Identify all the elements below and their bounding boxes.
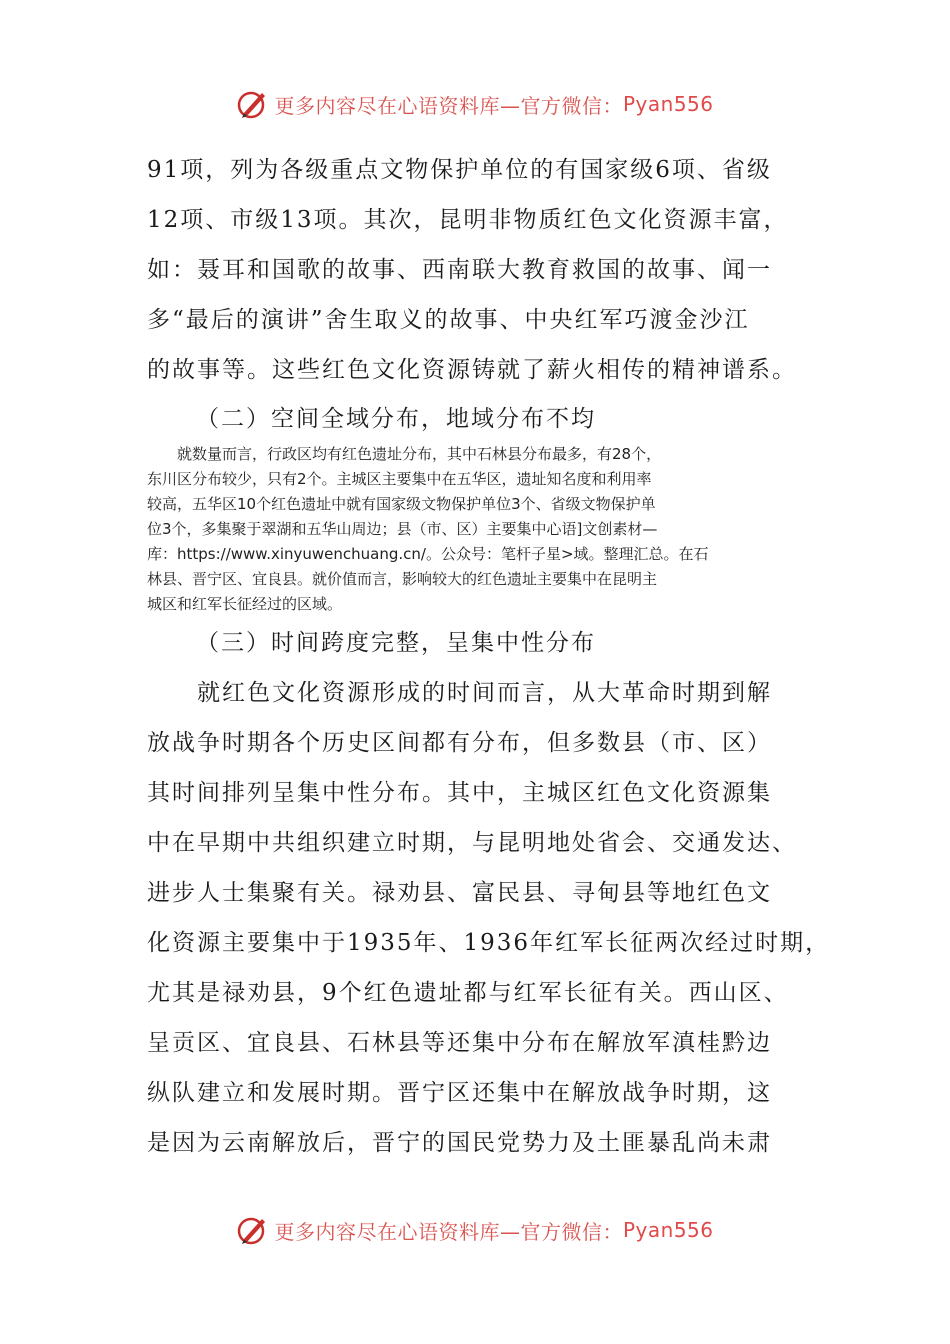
banner-text: 更多内容尽在心语资料库—官方微信：: [274, 93, 623, 118]
body-line: 化资源主要集中于1935年、1936年红军长征两次经过时期，: [147, 930, 831, 956]
small-text-line: 位3个，多集聚于翠湖和五华山周边；县（市、区）主要集中心语]文创素材—: [147, 520, 658, 538]
body-line: 如：聂耳和国歌的故事、西南联大教育救国的故事、闻一: [147, 257, 772, 283]
body-line: 呈贡区、宜良县、石林县等还集中分布在解放军滇桂黔边: [147, 1030, 772, 1056]
body-line: 放战争时期各个历史区间都有分布，但多数县（市、区）: [147, 730, 772, 756]
small-text-line: 东川区分布较少，只有2个。主城区主要集中在五华区，遗址知名度和利用率: [147, 470, 652, 488]
small-text-line: 城区和红军长征经过的区域。: [147, 595, 343, 613]
small-text-line: 库：https://www.xinyuwenchuang.cn/。公众号：笔杆子星>域。整理汇总。在石: [147, 545, 709, 563]
body-line: 是因为云南解放后，晋宁的国民党势力及土匪暴乱尚未肃: [147, 1130, 772, 1156]
pen-logo-icon: [236, 1213, 270, 1247]
body-line: 就红色文化资源形成的时间而言，从大革命时期到解: [147, 680, 772, 706]
body-line: 尤其是禄劝县，9个红色遗址都与红军长征有关。西山区、: [147, 980, 789, 1006]
banner-text: 更多内容尽在心语资料库—官方微信：: [274, 1219, 623, 1244]
footer-banner: [0, 1210, 950, 1250]
body-line: 多“最后的演讲”舍生取义的故事、中央红军巧渡金沙江: [147, 307, 750, 333]
section-heading: （三）时间跨度完整，呈集中性分布: [196, 630, 596, 656]
section-heading: （二）空间全域分布，地域分布不均: [196, 406, 596, 432]
small-text-line: 较高，五华区10个红色遗址中就有国家级文物保护单位3个、省级文物保护单: [147, 495, 656, 513]
small-text-line: 就数量而言，行政区均有红色遗址分布，其中石林县分布最多，有28个，: [147, 445, 662, 463]
banner-account: Pyan556: [622, 1218, 714, 1242]
body-line: 中在早期中共组织建立时期，与昆明地处省会、交通发达、: [147, 830, 797, 856]
small-text-line: 林县、晋宁区、宜良县。就价值而言，影响较大的红色遗址主要集中在昆明主: [147, 570, 658, 588]
body-line: 其时间排列呈集中性分布。其中，主城区红色文化资源集: [147, 780, 772, 806]
header-banner: [0, 84, 950, 124]
body-line: 12项、市级13项。其次，昆明非物质红色文化资源丰富，: [147, 207, 789, 233]
pen-logo-icon: [236, 87, 270, 121]
banner-account: Pyan556: [622, 92, 714, 116]
body-line: 纵队建立和发展时期。晋宁区还集中在解放战争时期，这: [147, 1080, 772, 1106]
body-line: 的故事等。这些红色文化资源铸就了薪火相传的精神谱系。: [147, 357, 797, 383]
body-line: 进步人士集聚有关。禄劝县、富民县、寻甸县等地红色文: [147, 880, 772, 906]
body-line: 91项，列为各级重点文物保护单位的有国家级6项、省级: [147, 157, 772, 183]
